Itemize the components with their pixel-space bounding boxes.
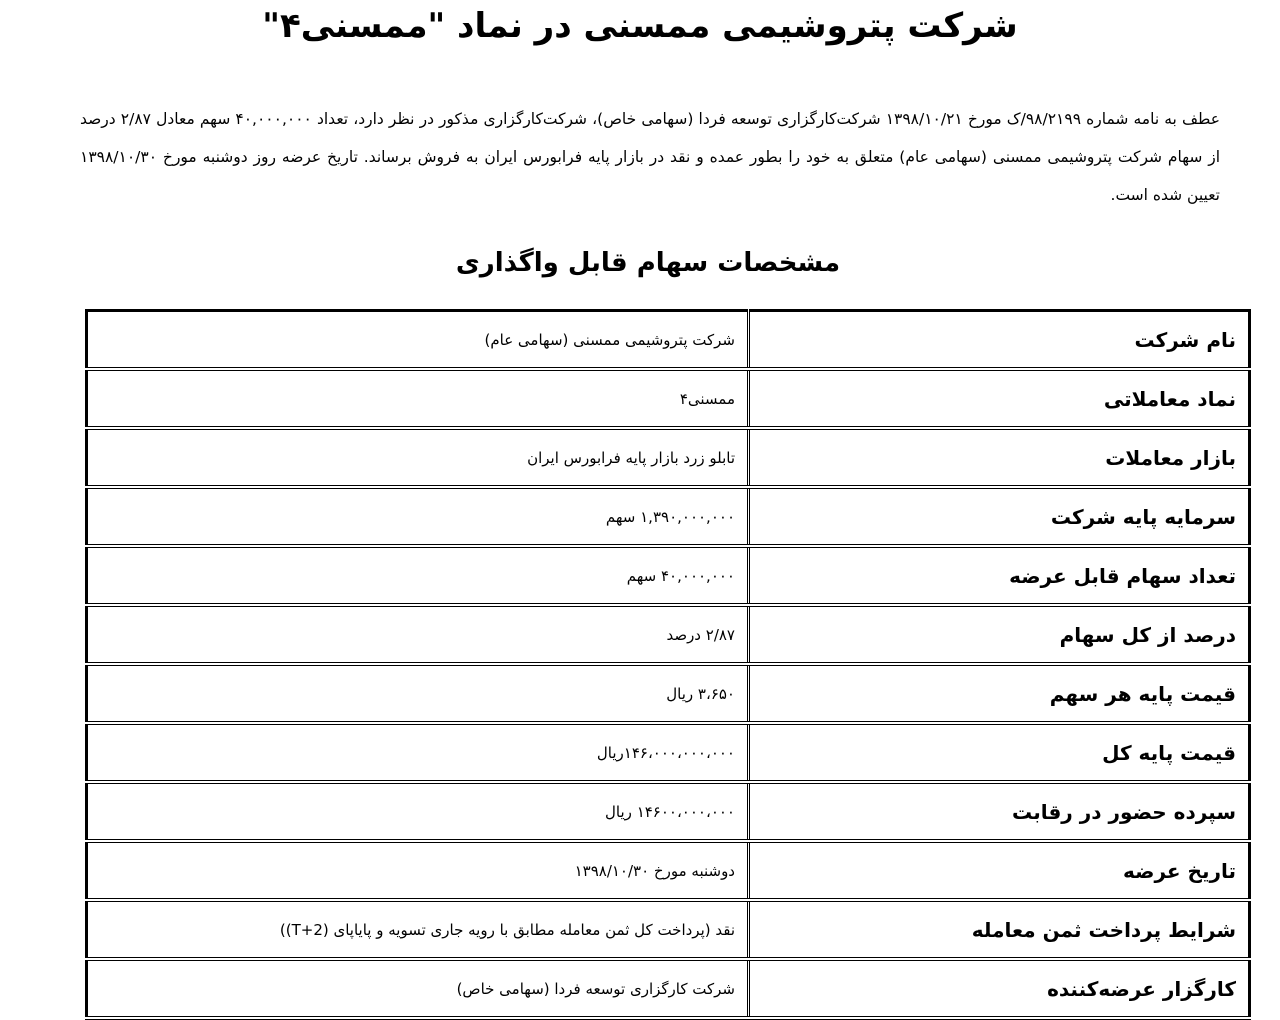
table-row	[87, 782, 1250, 841]
row-label: بازار معاملات	[749, 428, 1250, 487]
row-value: ۲/۸۷ درصد	[87, 605, 749, 664]
table-row	[87, 487, 1250, 546]
row-value: ۱۴۶۰۰،۰۰۰،۰۰۰ ریال	[87, 782, 749, 841]
document-title: شرکت پتروشیمی ممسنی در نماد "ممسنی۴"	[262, 6, 1018, 46]
section-subtitle: مشخصات سهام قابل واگذاری	[455, 248, 841, 278]
row-value: شرکت کارگزاری توسعه فردا (سهامی خاص)	[87, 959, 749, 1018]
table-row	[87, 605, 1250, 664]
row-label: شرایط پرداخت ثمن معامله	[749, 900, 1250, 959]
row-label: سرمایه پایه شرکت	[749, 487, 1250, 546]
table-row	[87, 428, 1250, 487]
row-label: سپرده حضور در رقابت	[749, 782, 1250, 841]
row-label: تاریخ عرضه	[749, 841, 1250, 900]
table-row	[87, 900, 1250, 959]
specifications-table	[85, 309, 1251, 1020]
table-row	[87, 959, 1250, 1018]
table-row	[87, 369, 1250, 428]
row-value: ممسنی۴	[87, 369, 749, 428]
row-value: ۳،۶۵۰ ریال	[87, 664, 749, 723]
table-row	[87, 664, 1250, 723]
table-row	[87, 723, 1250, 782]
row-label: قیمت پایه کل	[749, 723, 1250, 782]
row-value: نقد (پرداخت کل ثمن معامله مطابق با رویه جاری تسویه و پایاپای (T+2))	[87, 900, 749, 959]
row-value: دوشنبه مورخ ۱۳۹۸/۱۰/۳۰	[87, 841, 749, 900]
row-label: درصد از کل سهام	[749, 605, 1250, 664]
row-label: تعداد سهام قابل عرضه	[749, 546, 1250, 605]
table-row	[87, 841, 1250, 900]
row-label: کارگزار عرضه‌کننده	[749, 959, 1250, 1018]
row-value: ۱,۳۹۰,۰۰۰,۰۰۰ سهم	[87, 487, 749, 546]
row-value: ۱۴۶،۰۰۰،۰۰۰،۰۰۰ریال	[87, 723, 749, 782]
table-row	[87, 546, 1250, 605]
row-value: شرکت پتروشیمی ممسنی (سهامی عام)	[87, 311, 749, 370]
row-label: قیمت پایه هر سهم	[749, 664, 1250, 723]
row-value: ۴۰,۰۰۰,۰۰۰ سهم	[87, 546, 749, 605]
row-value: تابلو زرد بازار پایه فرابورس ایران	[87, 428, 749, 487]
row-label: نماد معاملاتی	[749, 369, 1250, 428]
intro-paragraph: عطف به نامه شماره ۹۸/۲۱۹۹/ک مورخ ۱۳۹۸/۱۰/۲۱ شرکت‌کارگزاری توسعه فردا (سهامی خاص)، شرکت‌کارگزاری مذکور در نظر دارد، تعداد ۴۰,۰۰۰,۰۰۰ سهم معادل ۲/۸۷ درصد از سهام شرکت پتروشیمی ممسنی (سهامی عام) متعلق به خود را بطور عمده و نقد در بازار پایه فرابورس ایران به فروش برساند. تاریخ عرضه روز دوشنبه مورخ ۱۳۹۸/۱۰/۳۰ تعیین شده است.	[80, 110, 1220, 204]
row-label: نام شرکت	[749, 311, 1250, 370]
table-row	[87, 311, 1250, 370]
